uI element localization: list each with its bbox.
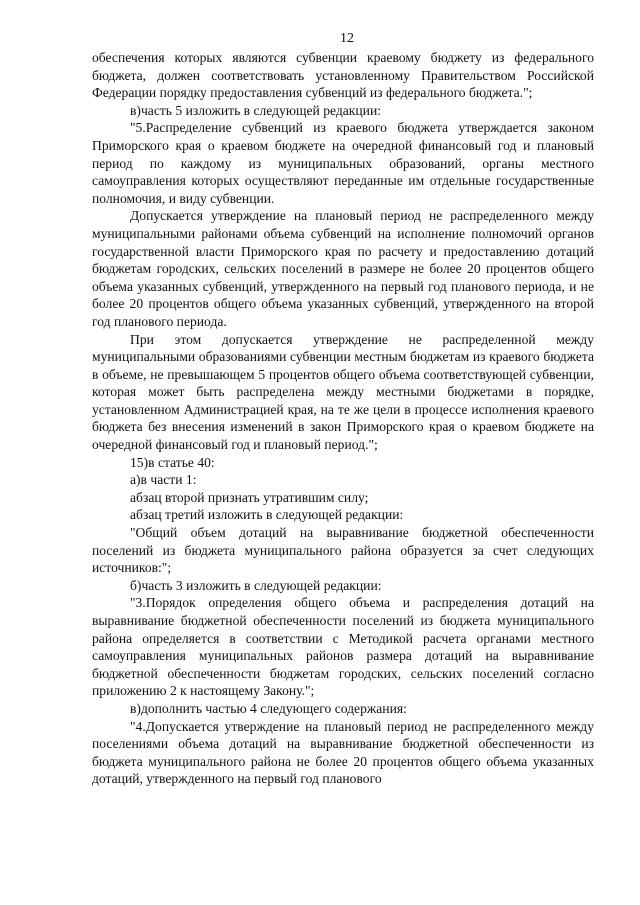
paragraph-continuation: обеспечения которых являются субвенции краевому бюджету из федерального бюджета, должен соответствовать установленному Правительством Российской Федерации порядку предоставления субвенций из федерального бюджета."; bbox=[92, 50, 594, 101]
paragraph: а)в части 1: bbox=[130, 472, 197, 488]
paragraph: абзац третий изложить в следующей редакции: bbox=[130, 507, 404, 523]
paragraph: "4.Допускается утверждение на плановый период не распределенного между поселениями объема дотаций на выравнивание бюджетной обеспеченности из бюджета муниципального района не более 20 процентов общего объема указанных дотаций, утвержденного на первый год планового bbox=[92, 718, 594, 787]
paragraph: б)часть 3 изложить в следующей редакции: bbox=[130, 577, 382, 593]
paragraph: абзац второй признать утратившим силу; bbox=[130, 489, 369, 505]
paragraph: в)часть 5 изложить в следующей редакции: bbox=[130, 102, 382, 118]
page-number: 12 bbox=[340, 31, 354, 46]
paragraph: Допускается утверждение на плановый период не распределенного между муниципальными районами объема субвенций на исполнение полномочий органов государственной власти Приморского края по расчету и предоставлению дотаций бюджетам городских, сельских поселений в размере не более 20 процентов общего объема указанных субвенций, утвержденного на первый год планового периода, и не более 20 процентов общего объема указанных субвенций, утвержденного на второй год планового периода. bbox=[92, 208, 594, 329]
paragraph: "5.Распределение субвенций из краевого бюджета утверждается законом Приморского края о краевом бюджете на очередной финансовый год и плановый период по каждому из муниципальных образований, органы местного самоуправления которых осуществляют переданные им отдельные государственные полномочия, и виду субвенции. bbox=[92, 120, 594, 206]
paragraph: "Общий объем дотаций на выравнивание бюджетной обеспеченности поселений из бюджета муниципального района образуется за счет следующих источников:"; bbox=[92, 525, 594, 576]
paragraph: "3.Порядок определения общего объема и распределения дотаций на выравнивание бюджетной обеспеченности поселений из бюджета муниципального района определяется в соответствии с Методикой расчета органами местного самоуправления муниципальных районов размера дотаций на выравнивание бюджетной обеспеченности бюджетам городских, сельских поселений согласно приложению 2 к настоящему Закону."; bbox=[92, 595, 594, 699]
paragraph: При этом допускается утверждение не распределенной между муниципальными образованиями субвенции местным бюджетам из краевого бюджета в объеме, не превышающем 5 процентов общего объема соответствующей субвенции, которая может быть распределена между местными бюджетами в порядке, установленном Администрацией края, на те же цели в процессе исполнения краевого бюджета без внесения изменений в закон Приморского края о краевом бюджете на очередной финансовый год и плановый период."; bbox=[92, 331, 594, 453]
paragraph: в)дополнить частью 4 следующего содержания: bbox=[130, 700, 407, 716]
paragraph: 15)в статье 40: bbox=[130, 454, 215, 470]
